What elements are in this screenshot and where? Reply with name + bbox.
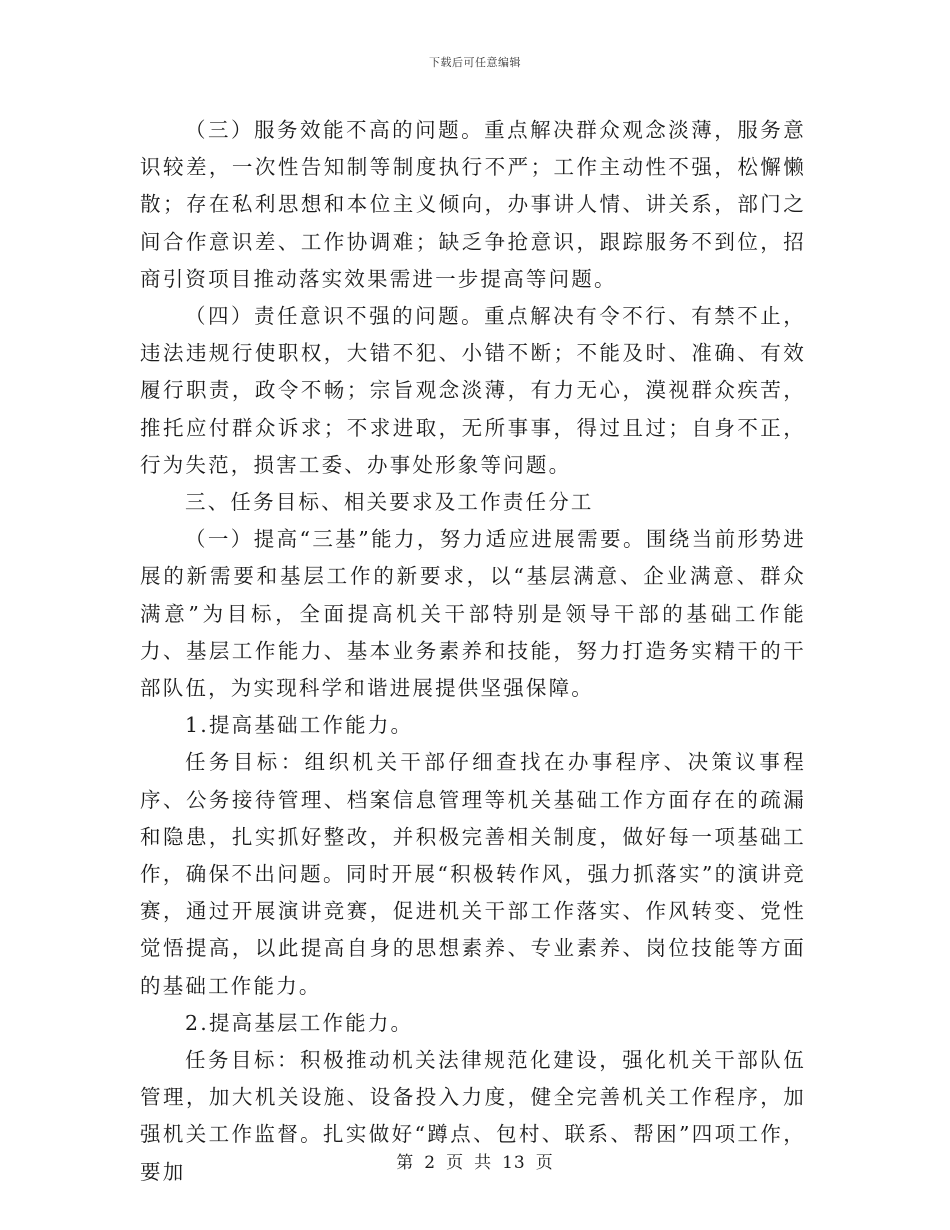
item-heading-grassroots-ability: 2.提高基层工作能力。	[185, 1010, 414, 1035]
footer-unit-end-label: 页	[535, 1153, 554, 1173]
current-page-number: 2	[424, 1153, 437, 1173]
paragraph-basic-ability-goal: 任务目标：组织机关干部仔细查找在办事程序、决策议事程序、公务接待管理、档案信息管理等机关基础工作方面存在的疏漏和隐患，扎实抓好整改，并积极完善相关制度，做好每一项基础工作，确保不出问题。同时开展“积极转作风，强力抓落实”的演讲竞赛，通过开展演讲竞赛，促进机关干部工作落实、作风转变、党性觉悟提高，以此提高自身的思想素养、专业素养、岗位技能等方面的基础工作能力。	[140, 750, 806, 998]
paragraph-grassroots-goal: 任务目标：积极推动机关法律规范化建设，强化机关干部队伍管理，加大机关设施、设备投入力度，健全完善机关工作程序，加强机关工作监督。扎实做好“蹲点、包村、联系、帮困”四项工作，要加	[140, 1048, 806, 1184]
footer-unit-label: 页	[446, 1153, 465, 1173]
page-header: 下载后可任意编辑	[429, 56, 521, 69]
footer-total-label: 共	[474, 1153, 493, 1173]
paragraph-three-basics: （一）提高“三基”能力，努力适应进展需要。围绕当前形势进展的新需要和基层工作的新要求，以“基层满意、企业满意、群众满意”为目标，全面提高机关干部特别是领导干部的基础工作能力、基层工作能力、基本业务素养和技能，努力打造务实精干的干部队伍，为实现科学和谐进展提供坚强保障。	[140, 527, 806, 701]
item-heading-basic-ability: 1.提高基础工作能力。	[185, 713, 414, 738]
section-heading-tasks: 三、任务目标、相关要求及工作责任分工	[185, 490, 594, 515]
total-page-number: 13	[502, 1153, 526, 1173]
paragraph-responsibility: （四）责任意识不强的问题。重点解决有令不行、有禁不止，违法违规行使职权，大错不犯、小错不断；不能及时、准确、有效履行职责，政令不畅；宗旨观念淡薄，有力无心，漠视群众疾苦，推托应付群众诉求；不求进取，无所事事，得过且过；自身不正，行为失范，损害工委、办事处形象等问题。	[140, 304, 806, 477]
paragraph-service-efficiency: （三）服务效能不高的问题。重点解决群众观念淡薄，服务意识较差，一次性告知制等制度执行不严；工作主动性不强，松懈懒散；存在私利思想和本位主义倾向，办事讲人情、讲关系，部门之间合作意识差、工作协调难；缺乏争抢意识，跟踪服务不到位，招商引资项目推动落实效果需进一步提高等问题。	[140, 118, 806, 291]
document-body	[140, 112, 806, 1191]
page-footer	[0, 1148, 950, 1173]
footer-page-label: 第	[396, 1153, 415, 1173]
